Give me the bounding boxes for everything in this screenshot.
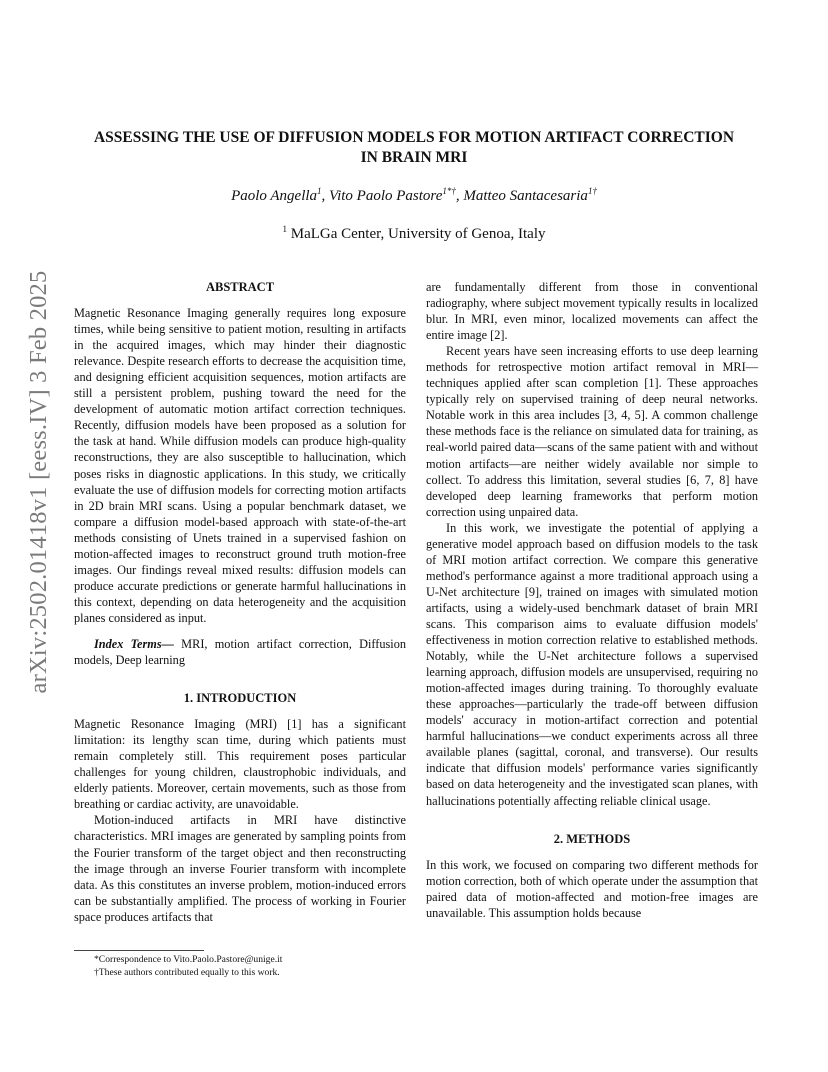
title-line-2: IN BRAIN MRI bbox=[360, 149, 468, 166]
author-mark: 1 bbox=[317, 186, 322, 196]
arxiv-id: arXiv:2502.01418v1 [eess.IV] 3 Feb 2025 bbox=[25, 270, 52, 694]
methods-paragraph-1: In this work, we focused on comparing two different methods for motion correction, both of which operate under the assumption that paired data of motion-affected and motion-free images are unavailable. This assumption holds because bbox=[426, 857, 758, 920]
intro-paragraph-3: Recent years have seen increasing efforts to use deep learning methods for retrospective motion artifact removal in MRI—techniques applied after scan completion [1]. These approaches typically rely on supervised training of deep neural networks. Notable work in this area includes [3, 4, 5]. A common challenge these methods face is the reliance on simulated data for training, as real-world paired data—scans of the same patient with and without motion artifacts—are neither widely available nor simple to collect. To address this limitation, several studies [6, 7, 8] have developed deep learning frameworks that perform motion correction using unpaired data. bbox=[426, 344, 758, 519]
title-line-1: ASSESSING THE USE OF DIFFUSION MODELS FOR MOTION ARTIFACT CORRECTION bbox=[93, 129, 735, 146]
left-column bbox=[74, 279, 406, 925]
index-terms-label: Index Terms— bbox=[94, 636, 174, 651]
affiliation bbox=[70, 224, 758, 243]
arxiv-sidebar-stamp bbox=[14, 0, 64, 1072]
affiliation-text: MaLGa Center, University of Genoa, Italy bbox=[290, 226, 546, 242]
methods-heading: 2. METHODS bbox=[553, 831, 631, 846]
author-name: Matteo Santacesaria bbox=[463, 188, 588, 204]
intro-paragraph-2-continued: are fundamentally different from those in conventional radiography, where subject movement typically results in localized blur. In MRI, even minor, localized movements can affect the entire image [2]. bbox=[426, 280, 758, 343]
intro-paragraph-2: Motion-induced artifacts in MRI have distinctive characteristics. MRI images are generated by sampling points from the Fourier transform of the target object and then reconstructing the image through an inverse Fourier transform with incomplete data. As this constitutes an inverse problem, motion-induced errors can be substantially amplified. The process of working in Fourier space produces artifacts that bbox=[74, 813, 406, 924]
footnote-correspondence: *Correspondence to Vito.Paolo.Pastore@unige.it bbox=[94, 954, 283, 965]
author-name: Vito Paolo Pastore bbox=[329, 188, 443, 204]
footnote-divider bbox=[74, 950, 204, 951]
author-mark: 1† bbox=[587, 186, 597, 196]
footnotes bbox=[74, 953, 406, 979]
author-name: Paolo Angella bbox=[231, 188, 318, 204]
index-terms bbox=[74, 636, 406, 668]
author-mark: 1*† bbox=[442, 186, 456, 196]
intro-paragraph-4: In this work, we investigate the potential of applying a generative model approach based on diffusion models to the task of MRI motion artifact correction. We compare this generative method's performance against a more traditional approach using a U-Net architecture [9], trained on images with simulated motion artifacts, using a widely-used benchmark dataset of brain MRI scans. This comparison aims to evaluate diffusion models' effectiveness in motion correction relative to established methods. Notably, while the U-Net architecture follows a supervised learning approach, diffusion models are unsupervised, requiring no motion-affected images during training. To thoroughly evaluate these approaches—particularly the trade-off between diffusion models' accuracy in motion-artifact correction and potential harmful hallucinations—we conduct experiments across all three available planes (sagittal, coronal, and transverse). Our results indicate that diffusion models' performance varies significantly based on data heterogeneity and the investigated scan planes, with hallucinations potentially affecting reliable clinical usage. bbox=[426, 520, 758, 808]
right-column bbox=[426, 279, 758, 921]
intro-heading: 1. INTRODUCTION bbox=[183, 691, 297, 706]
paper-title bbox=[70, 128, 758, 168]
index-terms-text: MRI, motion artifact correction, Diffusion models, Deep learning bbox=[74, 636, 406, 668]
author-list: Paolo Angella$^1$, Vito Paolo Pastore$^{1*\dagger}$, Matteo Santacesaria$^{1\dagger}$ bbox=[231, 186, 597, 204]
abstract-text: Magnetic Resonance Imaging generally requires long exposure times, while being sensitive to patient motion, resulting in artifacts in the acquired images, which may hinder their diagnostic relevance. Despite research efforts to decrease the acquisition time, and designing efficient acquisition sequences, motion artifacts are still a persistent problem, pushing toward the need for the development of automatic motion artifact correction techniques. Recently, diffusion models have been proposed as a solution for the task at hand. While diffusion models can produce high-quality reconstructions, they are also susceptible to hallucination, which poses risks in diagnostic applications. In this study, we critically evaluate the use of diffusion models for correcting motion artifacts in 2D brain MRI scans. Using a popular benchmark dataset, we compare a diffusion model-based approach with state-of-the-art methods consisting of Unets trained in a supervised fashion on motion-affected images to reconstruct ground truth motion-free images. Our findings reveal mixed results: diffusion models can produce accurate predictions or generate harmful hallucinations in this context, depending on data heterogeneity and the acquisition planes considered as input. bbox=[74, 306, 406, 625]
abstract-heading: ABSTRACT bbox=[205, 280, 275, 294]
intro-paragraph-1: Magnetic Resonance Imaging (MRI) [1] has a significant limitation: its lengthy scan time, during which patients must remain completely still. This requirement poses particular challenges for young children, claustrophobic individuals, and elderly patients. Moreover, certain movements, such as those from breathing or cardiac activity, are unavoidable. bbox=[74, 717, 406, 812]
footnote-equal-contribution: †These authors contributed equally to this work. bbox=[94, 967, 280, 978]
affiliation-mark: 1 bbox=[282, 224, 287, 234]
